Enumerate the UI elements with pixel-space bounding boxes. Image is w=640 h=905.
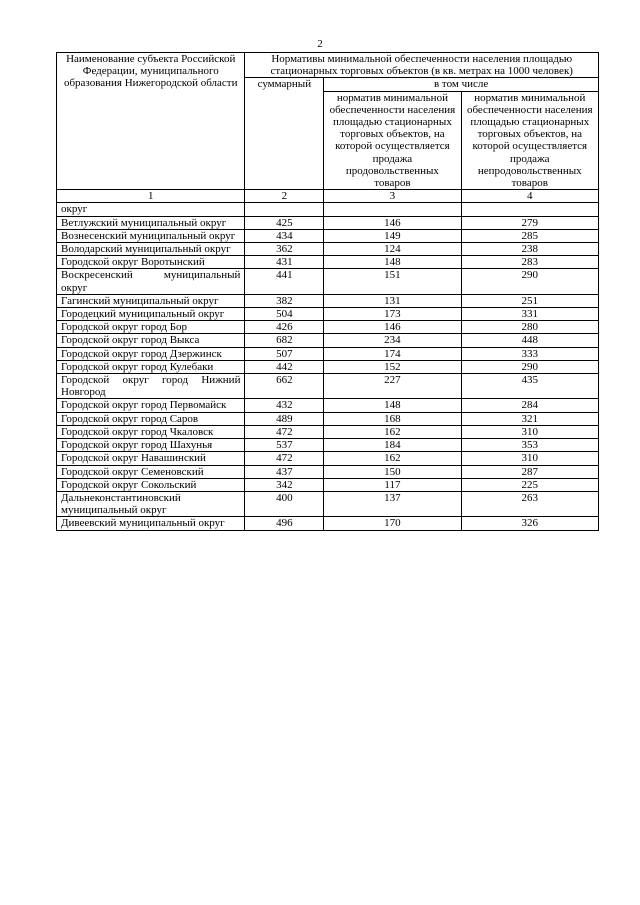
row-nonfood-cell: 285: [461, 229, 598, 242]
row-total-cell: 507: [245, 347, 324, 360]
row-name-cell: округ: [57, 203, 245, 216]
column-number: 1: [57, 190, 245, 203]
row-food-cell: 170: [324, 517, 461, 530]
row-nonfood-cell: 225: [461, 478, 598, 491]
row-total-cell: 400: [245, 491, 324, 516]
row-total-cell: [245, 203, 324, 216]
row-name-cell: Городской округ Сокольский: [57, 478, 245, 491]
row-food-cell: 152: [324, 360, 461, 373]
row-food-cell: 162: [324, 425, 461, 438]
header-col4: норматив минимальной обеспеченности населения площадью стационарных торговых объектов, на которой осуществляется продажа непродовольственных товаров: [461, 91, 598, 190]
row-total-cell: 682: [245, 334, 324, 347]
row-food-cell: 234: [324, 334, 461, 347]
column-number: 2: [245, 190, 324, 203]
table-row: [57, 216, 599, 229]
row-food-cell: 150: [324, 465, 461, 478]
row-name-cell: Городской округ город Кулебаки: [57, 360, 245, 373]
table-row: [57, 412, 599, 425]
row-nonfood-cell: 283: [461, 256, 598, 269]
row-name-cell: Дивеевский муниципальный округ: [57, 517, 245, 530]
row-food-cell: 168: [324, 412, 461, 425]
row-name-cell: Гагинский муниципальный округ: [57, 294, 245, 307]
row-food-cell: 162: [324, 452, 461, 465]
row-name-cell: Володарский муниципальный округ: [57, 243, 245, 256]
header-col2: суммарный: [245, 78, 324, 190]
row-food-cell: 148: [324, 256, 461, 269]
row-food-cell: 227: [324, 374, 461, 399]
row-total-cell: 441: [245, 269, 324, 294]
row-name-cell: Вознесенский муниципальный округ: [57, 229, 245, 242]
table-row: [57, 399, 599, 412]
row-total-cell: 431: [245, 256, 324, 269]
table-row: [57, 347, 599, 360]
row-total-cell: 472: [245, 425, 324, 438]
table-row: [57, 269, 599, 294]
column-number-row: [57, 190, 599, 203]
row-name-cell: Воскресенский муниципальный округ: [57, 269, 245, 294]
row-nonfood-cell: 435: [461, 374, 598, 399]
row-nonfood-cell: 326: [461, 517, 598, 530]
row-food-cell: 173: [324, 308, 461, 321]
row-food-cell: [324, 203, 461, 216]
row-food-cell: 149: [324, 229, 461, 242]
row-name-cell: Городской округ Семеновский: [57, 465, 245, 478]
row-total-cell: 362: [245, 243, 324, 256]
row-nonfood-cell: 310: [461, 425, 598, 438]
row-total-cell: 489: [245, 412, 324, 425]
row-total-cell: 496: [245, 517, 324, 530]
row-nonfood-cell: 321: [461, 412, 598, 425]
row-name-cell: Городской округ Навашинский: [57, 452, 245, 465]
table-row: [57, 334, 599, 347]
row-nonfood-cell: 333: [461, 347, 598, 360]
row-name-cell: Городской округ город Бор: [57, 321, 245, 334]
row-total-cell: 662: [245, 374, 324, 399]
row-name-cell: Городецкий муниципальный округ: [57, 308, 245, 321]
row-food-cell: 131: [324, 294, 461, 307]
row-food-cell: 146: [324, 216, 461, 229]
row-food-cell: 174: [324, 347, 461, 360]
row-nonfood-cell: 280: [461, 321, 598, 334]
table-row: [57, 491, 599, 516]
table-row: [57, 256, 599, 269]
row-total-cell: 537: [245, 439, 324, 452]
table-row: [57, 478, 599, 491]
row-total-cell: 442: [245, 360, 324, 373]
table-row: [57, 452, 599, 465]
header-col1: Наименование субъекта Российской Федерации, муниципального образования Нижегородской области: [57, 53, 245, 190]
table-row: [57, 374, 599, 399]
row-total-cell: 437: [245, 465, 324, 478]
row-total-cell: 425: [245, 216, 324, 229]
row-name-cell: Городской округ город Саров: [57, 412, 245, 425]
table-row: [57, 203, 599, 216]
row-food-cell: 148: [324, 399, 461, 412]
table-row: [57, 517, 599, 530]
row-nonfood-cell: 251: [461, 294, 598, 307]
row-nonfood-cell: 238: [461, 243, 598, 256]
row-total-cell: 382: [245, 294, 324, 307]
row-name-cell: Ветлужский муниципальный округ: [57, 216, 245, 229]
column-number: 3: [324, 190, 461, 203]
header-subgroup: в том числе: [324, 78, 599, 91]
row-food-cell: 137: [324, 491, 461, 516]
row-nonfood-cell: 448: [461, 334, 598, 347]
row-nonfood-cell: 287: [461, 465, 598, 478]
row-total-cell: 504: [245, 308, 324, 321]
row-food-cell: 124: [324, 243, 461, 256]
row-nonfood-cell: 263: [461, 491, 598, 516]
page-number: 2: [317, 38, 323, 50]
table-row: [57, 229, 599, 242]
row-name-cell: Городской округ Воротынский: [57, 256, 245, 269]
row-total-cell: 432: [245, 399, 324, 412]
row-nonfood-cell: 279: [461, 216, 598, 229]
table-row: [57, 308, 599, 321]
row-food-cell: 151: [324, 269, 461, 294]
table-row: [57, 360, 599, 373]
row-nonfood-cell: 310: [461, 452, 598, 465]
row-name-cell: Городской округ город Шахунья: [57, 439, 245, 452]
row-nonfood-cell: 290: [461, 269, 598, 294]
row-food-cell: 117: [324, 478, 461, 491]
row-total-cell: 426: [245, 321, 324, 334]
table-row: [57, 439, 599, 452]
row-name-cell: Городской округ город Первомайск: [57, 399, 245, 412]
row-food-cell: 146: [324, 321, 461, 334]
table-row: [57, 425, 599, 438]
column-number: 4: [461, 190, 598, 203]
row-food-cell: 184: [324, 439, 461, 452]
row-total-cell: 472: [245, 452, 324, 465]
row-nonfood-cell: [461, 203, 598, 216]
table-row: [57, 294, 599, 307]
table-row: [57, 465, 599, 478]
header-col3: норматив минимальной обеспеченности населения площадью стационарных торговых объектов, на которой осуществляется продажа продовольственных товаров: [324, 91, 461, 190]
row-nonfood-cell: 331: [461, 308, 598, 321]
row-nonfood-cell: 353: [461, 439, 598, 452]
row-nonfood-cell: 290: [461, 360, 598, 373]
table-row: [57, 243, 599, 256]
row-name-cell: Городской округ город Чкаловск: [57, 425, 245, 438]
row-nonfood-cell: 284: [461, 399, 598, 412]
row-name-cell: Городской округ город Выкса: [57, 334, 245, 347]
row-name-cell: Дальнеконстантиновский муниципальный округ: [57, 491, 245, 516]
header-row-1: [57, 53, 599, 78]
table-row: [57, 321, 599, 334]
norms-table: [56, 52, 599, 531]
row-total-cell: 342: [245, 478, 324, 491]
row-total-cell: 434: [245, 229, 324, 242]
row-name-cell: Городской округ город Нижний Новгород: [57, 374, 245, 399]
header-group: Нормативы минимальной обеспеченности населения площадью стационарных торговых объектов (в кв. метрах на 1000 человек): [245, 53, 599, 78]
row-name-cell: Городской округ город Дзержинск: [57, 347, 245, 360]
